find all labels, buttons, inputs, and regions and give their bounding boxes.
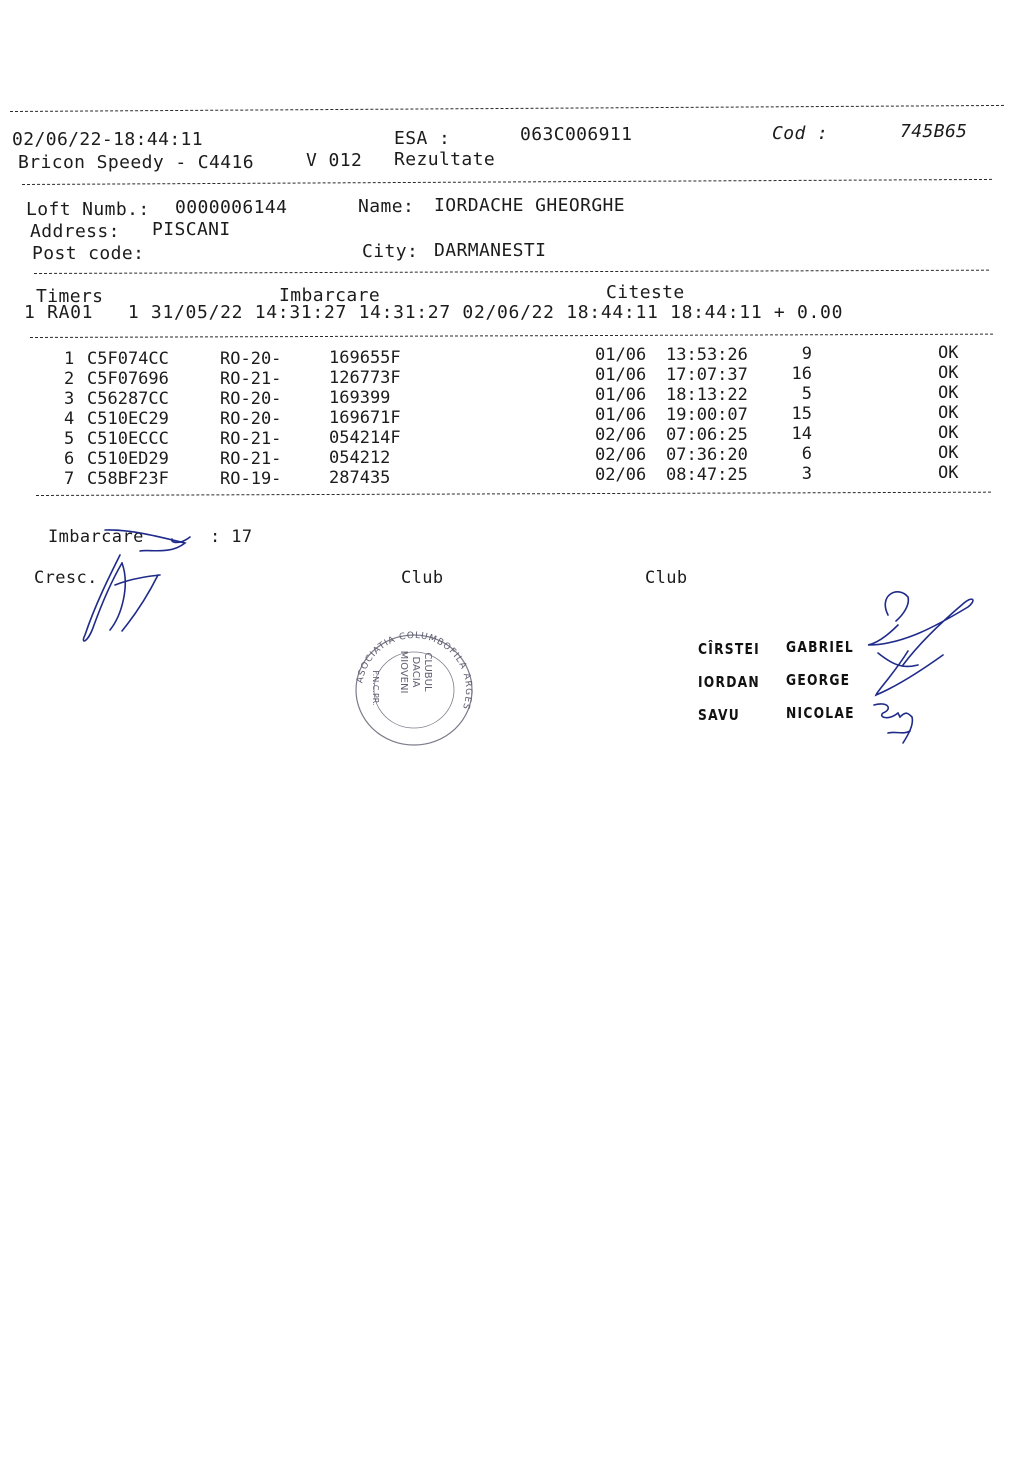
row-time: 08:47:25: [666, 465, 748, 485]
row-status: OK: [938, 403, 959, 423]
committee-first-name: CÎRSTEI: [698, 640, 760, 658]
club-label-1: Club: [401, 568, 444, 588]
row-ring-prefix: RO-19-: [220, 469, 282, 489]
imbarcare-header: Imbarcare: [279, 285, 381, 306]
committee-last-name: NICOLAE: [786, 704, 855, 722]
row-date: 02/06: [595, 445, 647, 465]
row-time: 13:53:26: [666, 345, 748, 365]
row-order: 5: [801, 384, 812, 404]
row-order: 3: [801, 464, 812, 484]
report-type: Rezultate: [394, 149, 496, 170]
table-row: [0, 343, 1024, 369]
row-chip: C58BF23F: [87, 469, 169, 489]
row-time: 07:36:20: [666, 445, 748, 465]
row-ring: 054212: [329, 448, 391, 468]
row-time: 18:13:22: [666, 385, 748, 405]
row-ring: 054214F: [329, 428, 401, 448]
table-row: [0, 363, 1024, 389]
committee-first-name: IORDAN: [698, 673, 760, 691]
row-ring: 169671F: [329, 408, 401, 428]
loft-name-label: Name:: [358, 196, 415, 217]
table-row: [0, 403, 1024, 429]
separator-top: [10, 105, 1004, 112]
row-date: 02/06: [595, 465, 647, 485]
imbarcare-label: Imbarcare: [48, 527, 144, 547]
city-value: DARMANESTI: [434, 240, 547, 261]
club-label-2: Club: [645, 568, 688, 588]
table-row: [0, 463, 1024, 489]
row-chip: C510EC29: [87, 409, 169, 429]
committee-signatures: [848, 585, 988, 755]
row-order: 16: [791, 364, 812, 384]
breeder-signature: [60, 515, 260, 655]
row-status: OK: [938, 463, 959, 483]
address-label: Address:: [30, 221, 120, 242]
stamp-side-text: F.N.C.PR.: [371, 670, 380, 706]
row-order: 6: [801, 444, 812, 464]
row-date: 01/06: [595, 365, 647, 385]
cod-value: 745B65: [900, 121, 968, 142]
row-date: 02/06: [595, 425, 647, 445]
row-time: 19:00:07: [666, 405, 748, 425]
row-index: 3: [64, 389, 75, 409]
row-date: 01/06: [595, 345, 647, 365]
committee-first-name: SAVU: [698, 706, 740, 724]
separator-loft: [34, 270, 989, 274]
row-chip: C56287CC: [87, 389, 169, 409]
row-index: 2: [64, 369, 75, 389]
timers-header: Timers: [36, 286, 104, 307]
device-name: Bricon Speedy - C4416: [18, 152, 254, 173]
row-order: 15: [791, 404, 812, 424]
imbarcare-count: : 17: [210, 527, 253, 547]
row-ring-prefix: RO-21-: [220, 429, 282, 449]
committee-last-name: GEORGE: [786, 671, 851, 689]
cod-label: Cod :: [772, 123, 829, 144]
row-index: 5: [64, 429, 75, 449]
table-row: [0, 423, 1024, 449]
row-time: 17:07:37: [666, 365, 748, 385]
row-date: 01/06: [595, 405, 647, 425]
row-ring: 287435: [329, 468, 391, 488]
row-ring: 126773F: [329, 368, 401, 388]
cresc-label: Cresc.: [34, 568, 98, 588]
row-ring-prefix: RO-21-: [220, 369, 282, 389]
timer-line: 1 RA01 1 31/05/22 14:31:27 14:31:27 02/06/22 18:44:11 18:44:11 + 0.00: [24, 302, 844, 323]
row-date: 01/06: [595, 385, 647, 405]
loft-number-value: 0000006144: [175, 197, 288, 218]
stamp-line-1: CLUBUL: [422, 652, 433, 692]
separator-results: [36, 492, 991, 496]
row-time: 07:06:25: [666, 425, 748, 445]
row-order: 9: [801, 344, 812, 364]
row-index: 6: [64, 449, 75, 469]
row-order: 14: [791, 424, 812, 444]
citeste-header: Citeste: [606, 282, 685, 303]
row-index: 1: [64, 349, 75, 369]
device-version: V 012: [306, 150, 363, 171]
row-chip: C510ED29: [87, 449, 169, 469]
post-code-label: Post code:: [32, 243, 145, 264]
stamp-line-3: MIOVENI: [398, 650, 409, 694]
committee-last-name: GABRIEL: [786, 638, 854, 656]
city-label: City:: [362, 241, 419, 262]
row-status: OK: [938, 423, 959, 443]
row-index: 4: [64, 409, 75, 429]
table-row: [0, 443, 1024, 469]
row-chip: C510ECCC: [87, 429, 169, 449]
row-ring-prefix: RO-20-: [220, 389, 282, 409]
stamp-line-2: DACIA: [410, 656, 421, 688]
separator-timers: [30, 334, 993, 338]
row-ring: 169399: [329, 388, 391, 408]
row-chip: C5F074CC: [87, 349, 169, 369]
row-status: OK: [938, 363, 959, 383]
row-ring: 169655F: [329, 348, 401, 368]
loft-name-value: IORDACHE GHEORGHE: [434, 195, 626, 216]
row-ring-prefix: RO-20-: [220, 349, 282, 369]
esa-label: ESA :: [394, 128, 451, 149]
row-index: 7: [64, 469, 75, 489]
loft-number-label: Loft Numb.:: [26, 199, 150, 220]
stamp-ring-text: ASOCIATIA COLUMBOFILA ARGES: [355, 630, 474, 712]
table-row: [0, 383, 1024, 409]
row-status: OK: [938, 343, 959, 363]
row-status: OK: [938, 443, 959, 463]
row-status: OK: [938, 383, 959, 403]
address-value: PISCANI: [152, 219, 231, 240]
row-ring-prefix: RO-20-: [220, 409, 282, 429]
club-stamp: [349, 628, 479, 748]
report-datetime: 02/06/22-18:44:11: [12, 129, 204, 150]
esa-value: 063C006911: [520, 124, 633, 145]
separator-header: [22, 179, 992, 185]
row-ring-prefix: RO-21-: [220, 449, 282, 469]
row-chip: C5F07696: [87, 369, 169, 389]
